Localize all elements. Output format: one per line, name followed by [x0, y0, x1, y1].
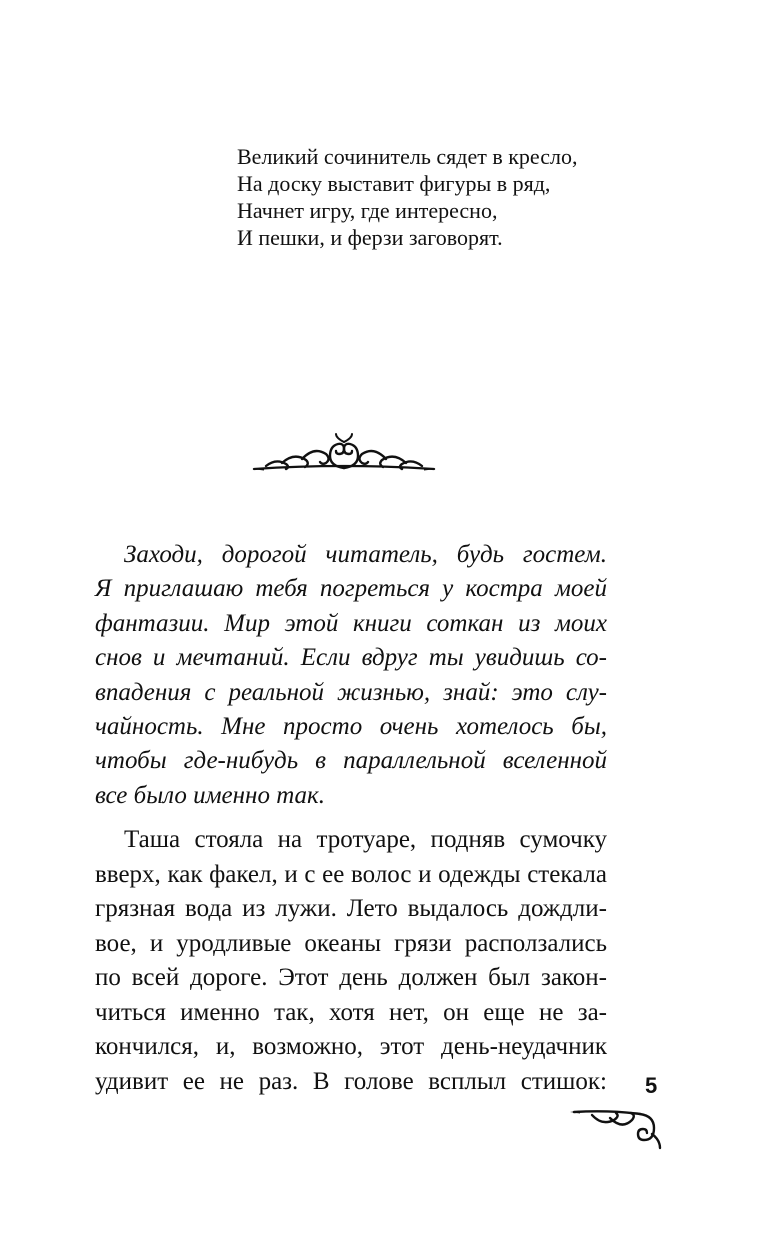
epigraph-line: Начнет игру, где интересно, — [237, 198, 498, 223]
body-line: по всей дороге. Этот день должен был закон- — [95, 964, 607, 991]
body-line: кончился, и, возможно, этот день-неудачник — [95, 1033, 607, 1060]
epigraph — [237, 143, 577, 251]
intro-line: чтобы где-нибудь в параллельной вселенной — [95, 747, 607, 775]
intro-line: чайность. Мне просто очень хотелось бы, — [95, 713, 607, 741]
intro-line: фантазии. Мир этой книги соткан из моих — [95, 609, 607, 637]
body-paragraph — [95, 823, 607, 1099]
intro-line: Заходи, дорогой читатель, будь гостем. — [124, 541, 607, 568]
intro-line: впадения с реальной жизнью, знай: это слу- — [95, 678, 607, 706]
scroll-ornament-icon — [252, 432, 436, 476]
intro-line: снов и мечтаний. Если вдруг ты увидишь со- — [95, 644, 607, 672]
corner-flourish-icon — [570, 1104, 666, 1150]
intro-line: все было именно так. — [95, 781, 326, 809]
body-line: удивит ее не раз. В голове всплыл стишок: — [95, 1067, 607, 1095]
epigraph-line: И пешки, и ферзи заговорят. — [237, 225, 503, 250]
body-line: грязная вода из лужи. Лето выдалось дождли- — [95, 895, 607, 922]
epigraph-line: Великий сочинитель сядет в кресло, — [237, 144, 578, 169]
body-line: вверх, как факел, и с ее волос и одежды стекала — [95, 860, 607, 888]
epigraph-line: На доску выставит фигуры в ряд, — [237, 171, 551, 196]
intro-line: Я приглашаю тебя погреться у костра моей — [95, 575, 607, 603]
body-line: Таша стояла на тротуаре, подняв сумочку — [124, 826, 607, 853]
body-line: вое, и уродливые океаны грязи расползались — [95, 929, 607, 957]
page-number: 5 — [645, 1073, 658, 1098]
intro-paragraph — [95, 538, 607, 813]
body-line: читься именно так, хотя нет, он еще не за- — [95, 998, 607, 1026]
